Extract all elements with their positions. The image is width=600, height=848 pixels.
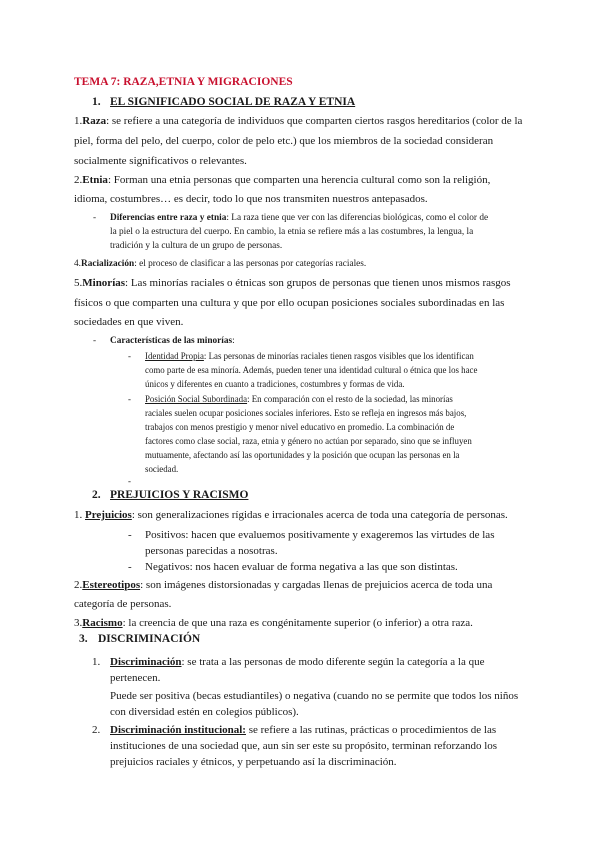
identidad-line-3: únicos y diferentes en cuanto a tradiciones, costumbres y formas de vida. xyxy=(145,379,405,389)
posicion-text-1: : En comparación con el resto de la sociedad, las minorías xyxy=(247,394,453,404)
estereotipos-term: Estereotipos xyxy=(82,579,141,591)
discriminacion-text-1: : se trata a las personas de modo diferente según la categoría a la que xyxy=(181,656,485,668)
section-2-number: 2. xyxy=(92,489,101,501)
etnia-paragraph-line-1 xyxy=(74,173,490,187)
raza-number: 1. xyxy=(74,115,83,127)
positivos-bullet: - xyxy=(128,529,132,541)
minorias-text-1: : Las minorías raciales o étnicas son grupos de personas que tienen unos mismos rasgos xyxy=(125,277,511,289)
racializacion-line xyxy=(74,258,366,270)
section-3-heading: DISCRIMINACIÓN xyxy=(98,633,201,645)
diferencias-line-2: la piel o la estructura del cuerpo. En cambio, la etnia se refiere más a las costumbres, la lengua, la xyxy=(110,227,474,237)
prejuicios-number: 1. xyxy=(74,509,83,521)
caracteristicas-bullet: - xyxy=(93,336,97,346)
racializacion-number: 4. xyxy=(74,259,81,269)
diferencias-line-3: tradición y la cultura de un grupo de personas. xyxy=(110,241,283,251)
estereotipos-number: 2. xyxy=(74,579,83,591)
identidad-term: Identidad Propia xyxy=(145,351,204,361)
raza-paragraph-line-2: piel, forma del pelo, del cuerpo, color de pelo etc.) que los miembros de la sociedad consideran xyxy=(74,135,494,147)
posicion-bullet: - xyxy=(128,394,131,404)
minorias-term: Minorías xyxy=(82,277,126,289)
discriminacion-line-1 xyxy=(110,655,484,669)
section-2-heading: PREJUICIOS Y RACISMO xyxy=(110,489,249,501)
section-1-number: 1. xyxy=(92,96,101,108)
posicion-line-4: factores como clase social, raza, etnia y género no actúan por separado, sino que se influyen xyxy=(145,436,472,446)
prejuicios-line xyxy=(74,508,508,522)
identidad-bullet: - xyxy=(128,351,131,361)
discriminacion-number: 1. xyxy=(92,656,101,668)
racializacion-term: Racialización xyxy=(80,259,135,269)
section-3-number: 3. xyxy=(79,633,88,645)
document-title: TEMA 7: RAZA,ETNIA Y MIGRACIONES xyxy=(74,76,293,88)
minorias-paragraph-line-2: físicos o que comparten una cultura y que por ello ocupan posiciones sociales subordinadas en las xyxy=(74,297,505,309)
institucional-term: Discriminación institucional: xyxy=(110,724,246,736)
negativos-line: Negativos: nos hacen evaluar de forma negativa a las que son distintas. xyxy=(145,561,458,573)
raza-paragraph-line-1 xyxy=(74,114,522,128)
minorias-paragraph-line-3: sociedades en que viven. xyxy=(74,316,184,328)
estereotipos-text-1: : son imágenes distorsionadas y cargadas llenas de prejuicios acerca de toda una xyxy=(140,579,493,591)
etnia-text-1: : Forman una etnia personas que comparten una herencia cultural como son la religión, xyxy=(107,174,491,186)
posicion-term: Posición Social Subordinada xyxy=(145,394,248,404)
raza-term: Raza xyxy=(82,115,107,127)
racismo-number: 3. xyxy=(74,617,83,629)
empty-bullet: - xyxy=(128,476,131,486)
racismo-line xyxy=(74,616,473,630)
racismo-text: : la creencia de que una raza es congénitamente superior (o inferior) a otra raza. xyxy=(122,617,473,629)
caracteristicas-colon: : xyxy=(232,336,235,346)
diferencias-text-1: : La raza tiene que ver con las diferencias biológicas, como el color de xyxy=(226,213,489,223)
institucional-text-1: se refiere a las rutinas, prácticas o procedimientos de las xyxy=(245,724,497,736)
institucional-line-1 xyxy=(110,723,496,737)
minorias-paragraph-line-1 xyxy=(74,276,511,290)
posicion-line-3: trabajos con menos prestigio y menor nivel educativo en promedio. La combinación de xyxy=(145,422,455,432)
raza-text-1: : se refiere a una categoría de individuos que comparten ciertos rasgos hereditarios (color de la xyxy=(106,115,523,127)
caracteristicas-term: Características de las minorías xyxy=(110,336,233,346)
positivos-line-2: personas parecidas a nosotras. xyxy=(145,545,278,557)
identidad-text-1: : Las personas de minorías raciales tienen rasgos visibles que los identifican xyxy=(203,351,474,361)
posicion-line-6: sociedad. xyxy=(145,464,179,474)
institucional-number: 2. xyxy=(92,724,101,736)
posicion-line-5: mutuamente, afectando así las oportunidades y la posición que ocupan las personas en la xyxy=(145,450,460,460)
racismo-term: Racismo xyxy=(82,617,123,629)
prejuicios-text: : son generalizaciones rígidas e irracionales acerca de toda una categoría de personas. xyxy=(131,509,508,521)
etnia-paragraph-line-2: idioma, costumbres… es decir, todo lo que nos transmiten nuestros antepasados. xyxy=(74,193,428,205)
discriminacion-line-2: pertenecen. xyxy=(110,672,161,684)
diferencias-bullet: - xyxy=(93,213,97,223)
diferencias-term: Diferencias entre raza y etnia xyxy=(110,213,227,223)
discriminacion-line-3: Puede ser positiva (becas estudiantiles) o negativa (cuando no se permite que todos los niños xyxy=(110,690,519,702)
diferencias-line-1 xyxy=(110,212,488,224)
positivos-line-1: Positivos: hacen que evaluemos positivamente y exageremos las virtudes de las xyxy=(145,529,495,541)
caracteristicas-line xyxy=(110,335,235,347)
identidad-line-1 xyxy=(145,350,474,362)
racializacion-text: : el proceso de clasificar a las personas por categorías raciales. xyxy=(134,259,367,269)
posicion-line-1 xyxy=(145,393,453,405)
prejuicios-term: Prejuicios xyxy=(85,509,132,521)
estereotipos-line-2: categoría de personas. xyxy=(74,598,172,610)
discriminacion-term: Discriminación xyxy=(110,656,182,668)
negativos-bullet: - xyxy=(128,561,132,573)
posicion-line-2: raciales suelen ocupar posiciones sociales inferiores. Esto se refleja en ingresos más bajos, xyxy=(145,408,467,418)
etnia-term: Etnia xyxy=(82,174,108,186)
section-1-heading: EL SIGNIFICADO SOCIAL DE RAZA Y ETNIA xyxy=(110,96,356,108)
etnia-number: 2. xyxy=(74,174,83,186)
raza-paragraph-line-3: socialmente significativos o relevantes. xyxy=(74,155,247,167)
institucional-line-2: instituciones de una sociedad que, aun sin ser este su propósito, terminan reforzando los xyxy=(110,740,498,752)
discriminacion-line-4: con diversidad estén en colegios públicos). xyxy=(110,706,299,718)
identidad-line-2: como parte de esa minoría. Además, pueden tener una identidad cultural o étnica que los hace xyxy=(145,365,478,375)
minorias-number: 5. xyxy=(74,277,83,289)
estereotipos-line-1 xyxy=(74,578,492,592)
institucional-line-3: prejuicios raciales y étnicos, y perpetuando así la discriminación. xyxy=(110,756,397,768)
